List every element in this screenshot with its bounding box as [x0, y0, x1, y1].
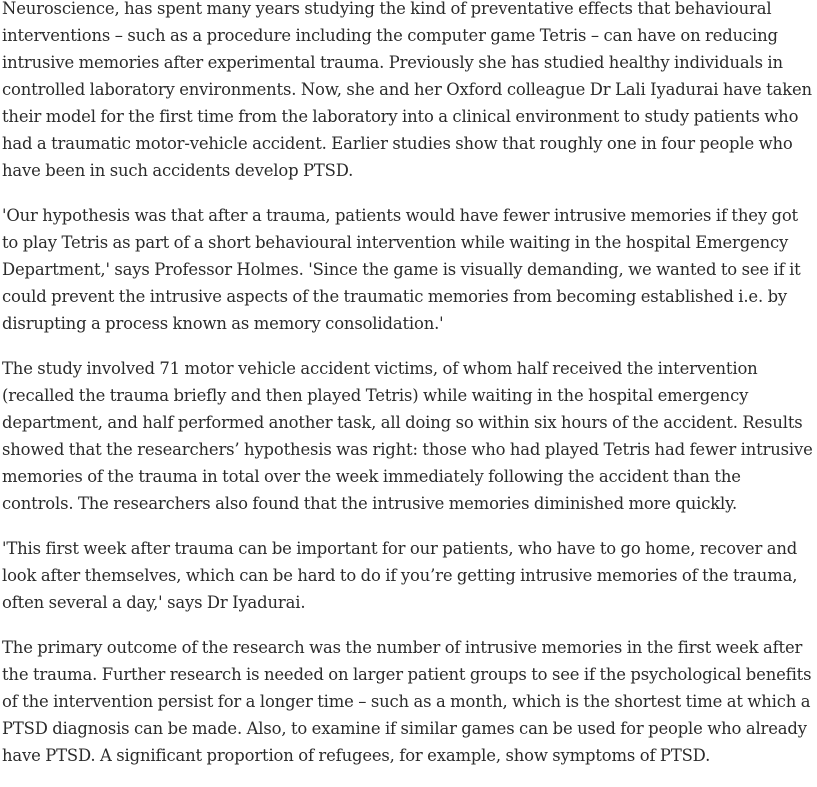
article-paragraph: The study involved 71 motor vehicle accident victims, of whom half received the intervention (recalled the trauma briefly and then played Tetris) while waiting in the hospital emergency department, and half performed another task, all doing so within six hours of the accident. Results showed that the researchers’ hypothesis was right: those who had played Tetris had fewer intrusive memories of the trauma in total over the week immediately following the accident than the controls. The researchers also found that the intrusive memories diminished more quickly. [2, 359, 813, 513]
article-body [2, 0, 814, 787]
article-paragraph: Neuroscience, has spent many years studying the kind of preventative effects that behavioural interventions – such as a procedure including the computer game Tetris – can have on reducing intrusive memories after experimental trauma. Previously she has studied healthy individuals in controlled laboratory environments. Now, she and her Oxford colleague Dr Lali Iyadurai have taken their model for the first time from the laboratory into a clinical environment to study patients who had a traumatic motor-vehicle accident. Earlier studies show that roughly one in four people who have been in such accidents develop PTSD. [2, 0, 812, 180]
article-paragraph: 'This first week after trauma can be important for our patients, who have to go home, recover and look after themselves, which can be hard to do if you’re getting intrusive memories of the trauma, often several a day,' says Dr Iyadurai. [2, 539, 798, 612]
article-paragraph: The primary outcome of the research was the number of intrusive memories in the first week after the trauma. Further research is needed on larger patient groups to see if the psychological benefits of the intervention persist for a longer time – such as a month, which is the shortest time at which a PTSD diagnosis can be made. Also, to examine if similar games can be used for people who already have PTSD. A significant proportion of refugees, for example, show symptoms of PTSD. [2, 638, 812, 765]
article-paragraph: 'Our hypothesis was that after a trauma, patients would have fewer intrusive memories if they got to play Tetris as part of a short behavioural intervention while waiting in the hospital Emergency Department,' says Professor Holmes. 'Since the game is visually demanding, we wanted to see if it could prevent the intrusive aspects of the traumatic memories from becoming established i.e. by disrupting a process known as memory consolidation.' [2, 206, 801, 333]
